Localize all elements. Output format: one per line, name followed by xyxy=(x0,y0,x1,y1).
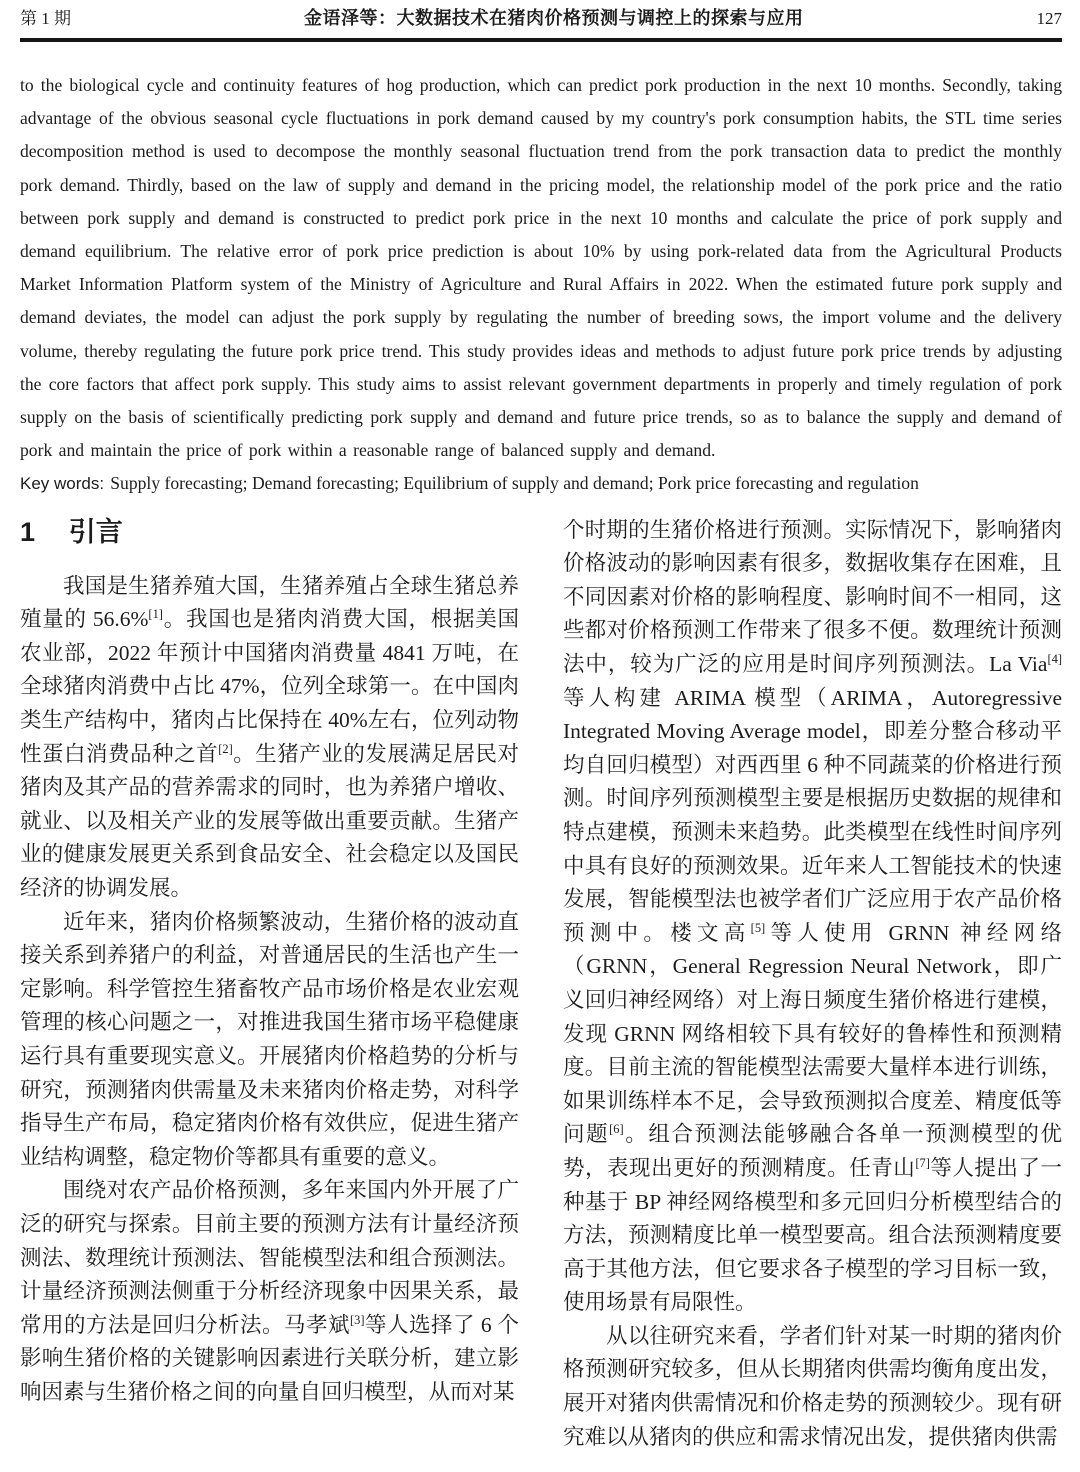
intro-paragraph-3: 围绕对农产品价格预测，多年来国内外开展了广泛的研究与探索。目前主要的预测方法有计量经济预测法、数理统计预测法、智能模型法和组合预测法。计量经济预测法侧重于分析经济现象中因果关系，最常用的方法是回归分析法。马孝斌[3]等人选择了 6 个影响生猪价格的关键影响因素进行关联分析，建立影响因素与生猪价格之间的向量自回归模型，从而对某 xyxy=(20,1178,519,1404)
page-header xyxy=(20,6,1062,31)
right-column xyxy=(563,514,1062,1472)
abstract-continuation-text: to the biological cycle and continuity features of hog production, which can predict pork production in the next 10 months. Secondly, taking advantage of the obvious seasonal cycle fluctuations in pork demand caused by my country's pork consumption habits, the STL time series decomposition method is used to decompose the monthly seasonal fluctuation trend from the pork transaction data to predict the monthly pork demand. Thirdly, based on the law of supply and demand in the pricing model, the relationship model of the pork price and the ratio between pork supply and demand is constructed to predict pork price in the next 10 months and calculate the price of pork supply and demand equilibrium. The relative error of pork price prediction is about 10% by using pork-related data from the Agricultural Products Market Information Platform system of the Ministry of Agriculture and Rural Affairs in 2022. When the estimated future pork supply and demand deviates, the model can adjust the pork supply by regulating the number of breeding sows, the import volume and the delivery volume, thereby regulating the future pork price trend. This study provides ideas and methods to adjust future pork price trends by adjusting the core factors that affect pork supply. This study aims to assist relevant government departments in properly and timely regulation of pork supply on the basis of scientifically predicting pork supply and demand and future price trends, so as to balance the supply and demand of pork and maintain the price of pork within a reasonable range of balanced supply and demand. xyxy=(20,75,1062,461)
intro-paragraph-4: 从以往研究来看，学者们针对某一时期的猪肉价格预测研究较多，但从长期猪肉供需均衡角度出发，展开对猪肉供需情况和价格走势的预测较少。现有研究难以从猪肉的供应和需求情况出发，提供猪肉供需 xyxy=(563,1323,1062,1449)
issue-label: 第 1 期 xyxy=(20,9,71,28)
page-number: 127 xyxy=(1036,9,1062,28)
header-rule xyxy=(20,38,1062,42)
intro-paragraph-1: 我国是生猪养殖大国，生猪养殖占全球生猪总养殖量的 56.6%[1]。我国也是猪肉消费大国，根据美国农业部，2022 年预计中国猪肉消费量 4841 万吨，在全球猪肉消费中占比 47%，位列全球第一。在中国肉类生产结构中，猪肉占比保持在 40%左右，位列动物性蛋白消费品种之首[2]。生猪产业的发展满足居民对猪肉及其产品的营养需求的同时，也为养猪户增收、就业、以及相关产业的发展等做出重要贡献。生猪产业的健康发展更关系到食品安全、社会稳定以及国民经济的协调发展。 xyxy=(20,573,519,900)
keywords-line xyxy=(20,467,1062,500)
two-column-body xyxy=(20,514,1062,1472)
running-title: 金语泽等：大数据技术在猪肉价格预测与调控上的探索与应用 xyxy=(304,8,804,28)
intro-paragraph-2: 近年来，猪肉价格频繁波动，生猪价格的波动直接关系到养猪户的利益，对普通居民的生活也产生一定影响。科学管控生猪畜牧产品市场价格是农业宏观管理的核心问题之一，对推进我国生猪市场平稳健康运行具有重要现实意义。开展猪肉价格趋势的分析与研究，预测猪肉供需量及未来猪肉价格走势，对科学指导生产布局，稳定猪肉价格有效供应，促进生猪产业结构调整，稳定物价等都具有重要的意义。 xyxy=(20,909,519,1169)
keywords-text: Supply forecasting; Demand forecasting; Equilibrium of supply and demand; Pork price forecasting and regulation xyxy=(110,473,919,494)
left-column xyxy=(20,514,519,1472)
section-heading xyxy=(20,516,519,548)
keywords-label: Key words: xyxy=(20,474,105,494)
intro-paragraph-3-continuation: 个时期的生猪价格进行预测。实际情况下，影响猪肉价格波动的影响因素有很多，数据收集存在困难，且不同因素对价格的影响程度、影响时间不一相同，这些都对价格预测工作带来了很多不便。数理统计预测法中，较为广泛的应用是时间序列预测法。La Via[4]等人构建 ARIMA 模型（ARIMA，Autoregressive Integrated Moving Average model，即差分整合移动平均自回归模型）对西西里 6 种不同蔬菜的价格进行预测。时间序列预测模型主要是根据历史数据的规律和特点建模，预测未来趋势。此类模型在线性时间序列中具有良好的预测效果。近年来人工智能技术的快速发展，智能模型法也被学者们广泛应用于农产品价格预测中。楼文高[5]等人使用 GRNN 神经网络（GRNN，General Regression Neural Network，即广义回归神经网络）对上海日频度生猪价格进行建模，发现 GRNN 网络相较下具有较好的鲁棒性和预测精度。目前主流的智能模型法需要大量样本进行训练，如果训练样本不足，会导致预测拟合度差、精度低等问题[6]。组合预测法能够融合各单一预测模型的优势，表现出更好的预测精度。任青山[7]等人提出了一种基于 BP 神经网络模型和多元回归分析模型结合的方法，预测精度比单一模型要高。组合法预测精度要高于其他方法，但它要求各子模型的学习目标一致，使用场景有局限性。 xyxy=(563,517,1062,1315)
section-number: 1 xyxy=(20,516,36,547)
section-title: 引言 xyxy=(68,516,123,547)
